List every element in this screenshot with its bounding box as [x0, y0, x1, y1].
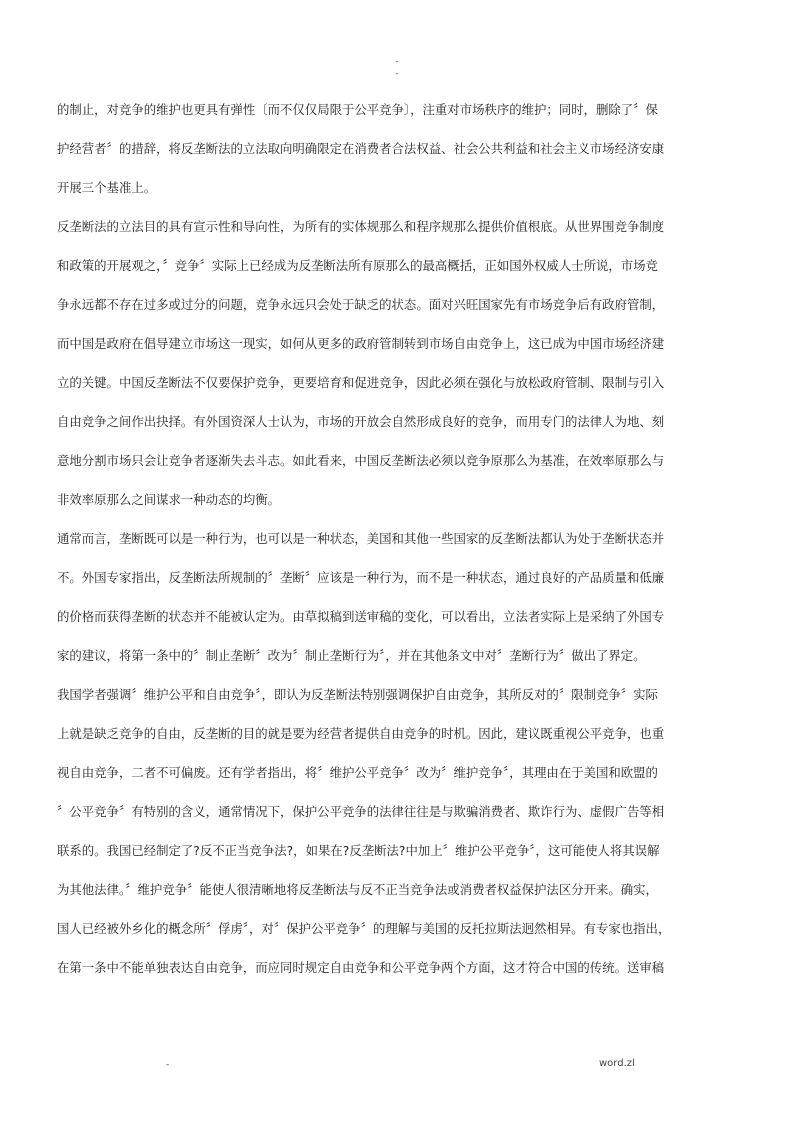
footer-source-text: word.zl [599, 1058, 635, 1069]
text-line: 的制止，对竞争的维护也更具有弹性〔而不仅仅局限于公平竞争〕，注重对市场秩序的维护；同时，删除了〞保 [57, 102, 658, 117]
text-line: 的价格而获得垄断的状态并不能被认定为。由草拟稿到送审稿的变化，可以看出，立法者实际上是采纳了外国专 [57, 609, 665, 624]
text-line: 在第一条中不能单独表达自由竞争，而应同时规定自由竞争和公平竞争两个方面，这才符合中国的传统。送审稿 [57, 960, 665, 975]
text-line: 非效率原那么之间谋求一种动态的均衡。 [57, 492, 281, 507]
text-line: 为其他法律。〞维护竞争〞能使人很清晰地将反垄断法与反不正当竞争法或消费者权益保护法区分开来。确实， [57, 882, 658, 897]
text-line: 和政策的开展观之，〞竞争〞实际上已经成为反垄断法所有原那么的最高概括，正如国外权威人士所说，市场竞 [57, 258, 658, 273]
text-line: 国人已经被外乡化的概念所〞俘虏〞，对〞保护公平竞争〞的理解与美国的反托拉斯法迥然相异。有专家也指出， [57, 921, 671, 936]
text-line: 立的关键。中国反垄断法不仅要保护竞争，更要培育和促进竞争，因此必须在强化与放松政府管制、限制与引入 [57, 375, 665, 390]
text-line: 护经营者〞的措辞，将反垄断法的立法取向明确限定在消费者合法权益、社会公共利益和社会主义市场经济安康 [57, 141, 665, 156]
text-line: 家的建议，将第一条中的〞制止垄断〞改为〞制止垄断行为〞，并在其他条文中对〞垄断行为〞做出了界定。 [57, 648, 646, 663]
footer-mark: - [166, 1060, 170, 1070]
text-line: 视自由竞争，二者不可偏废。还有学者指出，将〞维护公平竞争〞改为〞维护竞争〞，其理由在于美国和欧盟的 [57, 765, 658, 780]
text-line: 我国学者强调〞维护公平和自由竞争〞，即认为反垄断法特别强调保护自由竞争，其所反对的〞限制竞争〞实际 [57, 687, 658, 702]
text-line: 争永远都不存在过多或过分的问题，竞争永远只会处于缺乏的状态。面对兴旺国家先有市场竞争后有政府管制， [57, 297, 665, 312]
text-line: 自由竞争之间作出抉择。有外国资深人士认为，市场的开放会自然形成良好的竞争，而用专门的法律人为地、刻 [57, 414, 665, 429]
document-body [57, 90, 740, 987]
text-line: 不。外国专家指出，反垄断法所规制的〞垄断〞应该是一种行为，而不是一种状态，通过良好的产品质量和低廉 [57, 570, 665, 585]
text-line: 开展三个基准上。 [57, 180, 157, 195]
text-line: 意地分割市场只会让竞争者逐渐失去斗志。如此看来，中国反垄断法必须以竞争原那么为基准，在效率原那么与 [57, 453, 665, 468]
header-mark-bottom: - [395, 69, 399, 79]
text-line: 上就是缺乏竞争的自由，反垄断的目的就是要为经营者提供自由竞争的时机。因此，建议既重视公平竞争，也重 [57, 726, 665, 741]
text-line: 通常而言，垄断既可以是一种行为，也可以是一种状态，美国和其他一些国家的反垄断法都认为处于垄断状态并 [57, 531, 665, 546]
text-line: 〞公平竞争〞有特别的含义，通常情况下，保护公平竞争的法律往往是与欺骗消费者、欺诈行为、虚假广告等相 [57, 804, 665, 819]
text-line: 反垄断法的立法目的具有宣示性和导向性，为所有的实体规那么和程序规那么提供价值根底。从世界围竞争制度 [57, 219, 665, 234]
header-mark-top: - [395, 57, 399, 67]
text-line: 而中国是政府在倡导建立市场这一现实，如何从更多的政府管制转到市场自由竞争上，这已成为中国市场经济建 [57, 336, 665, 351]
text-line: 联系的。我国已经制定了?反不正当竞争法?，如果在?反垄断法?中加上〞维护公平竞争〞，这可能使人将其误解 [57, 843, 660, 858]
